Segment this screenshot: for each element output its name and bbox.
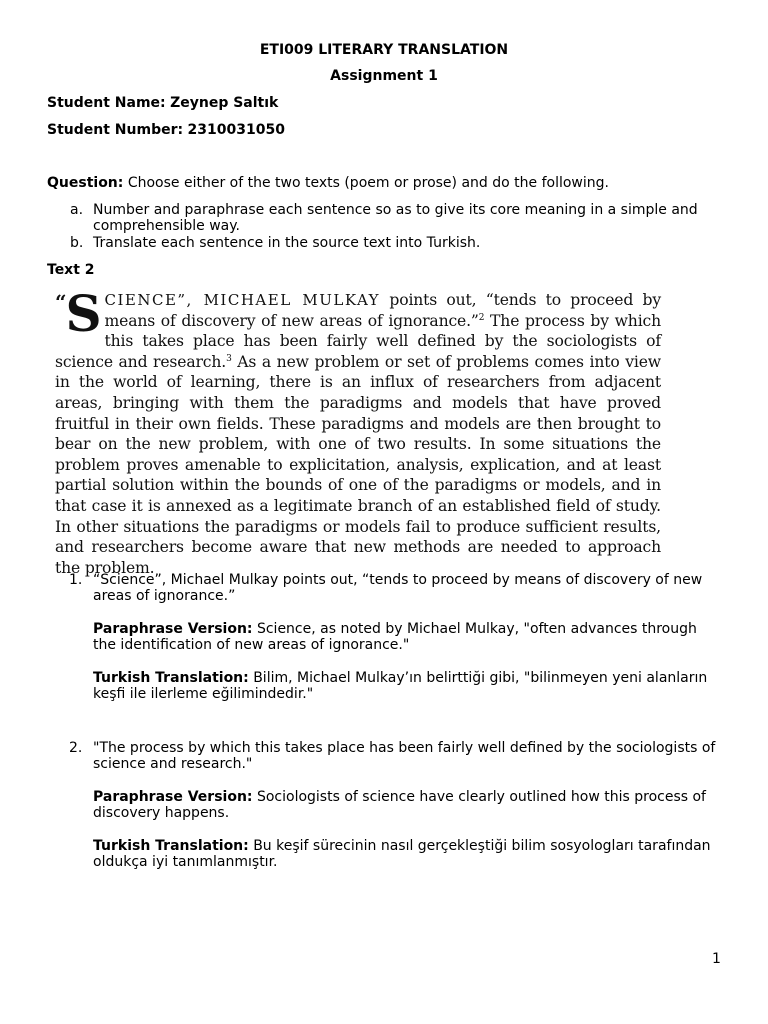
excerpt-open-quote: “ (55, 290, 65, 314)
translation-text: Bu keşif sürecinin nasıl gerçekleştiği bilim sosyologları tarafından oldukça iyi tanımlanmıştır. (93, 838, 711, 870)
item-body (93, 740, 723, 870)
paraphrase-label: Paraphrase Version: (93, 789, 253, 805)
course-title: ETI009 LITERARY TRANSLATION (259, 42, 509, 58)
translation-label: Turkish Translation: (93, 838, 249, 854)
item-body (93, 572, 723, 702)
student-number-label: Student Number: (47, 122, 184, 138)
document-page (47, 0, 727, 1024)
question-text: Choose either of the two texts (poem or prose) and do the following. (127, 175, 609, 191)
item-paraphrase (93, 621, 723, 653)
excerpt-part-3: As a new problem or set of problems comes into view in the world of learning, there is an influx of researchers from adjacent areas, bringing with them the paradigms and models that have proved fruitful in their own fields. These paradigms and models are then brought to bear on the new problem, with one of two results. In some situations the problem proves amenable to explicitation, analysis, explication, and at least partial solution within the bounds of one of the paradigms or models, and in that case it is annexed as a legitimate branch of an established field of study. In other situations the paradigms or models fail to produce sufficient results, and researchers become aware that new methods are needed to approach the problem. (55, 352, 661, 577)
paraphrase-text: Science, as noted by Michael Mulkay, "often advances through the identification of new areas of ignorance." (93, 621, 697, 653)
excerpt-part-1: points out, “tends to proceed by means of discovery of new areas of ignorance.” (104, 291, 661, 330)
item-translation (93, 838, 723, 870)
excerpt-part-2: The process by which this takes place has been fairly well defined by the sociologists of science and research. (55, 311, 662, 371)
translation-label: Turkish Translation: (93, 670, 249, 686)
item-sentence: "The process by which this takes place has been fairly well defined by the sociologists of science and research." (93, 740, 716, 772)
subitem-marker: a. (70, 202, 84, 218)
page-number: 1 (712, 951, 721, 967)
paraphrase-text: Sociologists of science have clearly outlined how this process of discovery happens. (93, 789, 706, 821)
subitem-marker: b. (70, 235, 84, 251)
item-number: 2. (69, 740, 83, 756)
item-sentence: “Science”, Michael Mulkay points out, “tends to proceed by means of discovery of new areas of ignorance.” (93, 572, 703, 604)
student-number-line (47, 122, 285, 138)
excerpt-dropcap: S (65, 284, 102, 343)
text-heading: Text 2 (47, 262, 95, 278)
subitem-text: Number and paraphrase each sentence so as to give its core meaning in a simple and comprehensible way. (93, 202, 698, 234)
excerpt-caps: CIENCE”, MICHAEL MULKAY (104, 291, 381, 309)
student-number: 2310031050 (187, 122, 285, 138)
translation-text: Bilim, Michael Mulkay’ın belirttiği gibi, "bilinmeyen yeni alanların keşfi ile ilerleme eğilimindedir." (93, 670, 708, 702)
item-number: 1. (69, 572, 83, 588)
question (47, 175, 727, 191)
item-translation (93, 670, 723, 702)
paraphrase-label: Paraphrase Version: (93, 621, 253, 637)
excerpt-paragraph (55, 284, 662, 578)
excerpt-footnote-ref: 2 (478, 312, 485, 323)
student-name-label: Student Name: (47, 95, 166, 111)
excerpt-footnote-ref: 3 (226, 353, 232, 364)
student-name: Zeynep Saltık (170, 95, 279, 111)
scanned-excerpt (55, 284, 662, 577)
student-name-line (47, 95, 278, 111)
item-paraphrase (93, 789, 723, 821)
subitem-text: Translate each sentence in the source text into Turkish. (93, 235, 481, 251)
assignment-title: Assignment 1 (330, 68, 438, 84)
question-label: Question: (47, 175, 124, 191)
